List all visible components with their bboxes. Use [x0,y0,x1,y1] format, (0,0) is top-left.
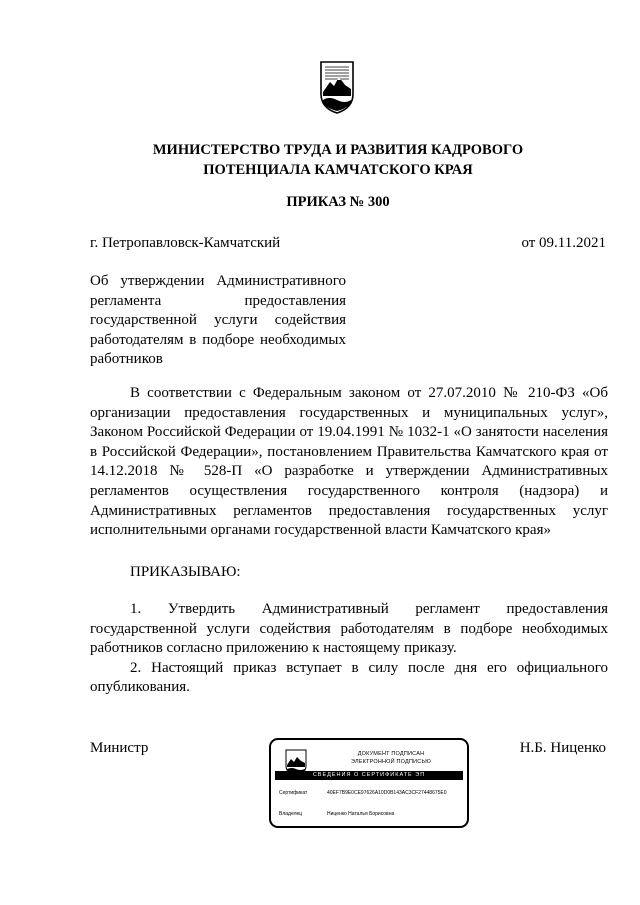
stamp-heading [321,750,461,766]
stamp-cert-label: Сертификат [279,790,308,796]
signer-name: Н.Б. Ниценко [519,740,606,756]
stamp-line-1: ДОКУМЕНТ ПОДПИСАН [357,751,425,757]
kamchatka-emblem-icon [319,58,355,114]
order-word: ПРИКАЗЫВАЮ: [130,564,241,580]
order-title: ПРИКАЗ № 300 [286,194,390,210]
preamble [90,384,608,541]
stamp-owner-value: Ниценко Наталья Борисовна [327,811,395,817]
signer-position: Министр [90,740,149,756]
ministry-line-2: ПОТЕНЦИАЛА КАМЧАТСКОГО КРАЯ [203,162,473,178]
ministry-name [100,140,576,180]
order-items [90,600,608,698]
order-item-2: 2. Настоящий приказ вступает в силу после дня его официального опубликования. [90,659,608,696]
stamp-cert-bar: СВЕДЕНИЯ О СЕРТИФИКАТЕ ЭП [275,771,463,780]
ministry-line-1: МИНИСТЕРСТВО ТРУДА И РАЗВИТИЯ КАДРОВОГО [152,142,524,158]
stamp-cert-value: 40EF7B9E0CE97626A10D0B143AC3CF27448675E0 [327,790,447,796]
order-subject: Об утверждении Административного регламента предоставления государственной услуги содействия работодателям в подборе необходимых работников [90,273,346,367]
stamp-owner-label: Владелец [279,811,303,817]
stamp-line-2: ЭЛЕКТРОННОЙ ПОДПИСЬЮ [350,759,432,765]
preamble-text: В соответствии с Федеральным законом от 27.07.2010 № 210-ФЗ «Об организации предоставления государственных и муниципальных услуг», Законом Российской Федерации от 19.04.1991 № 1032-1 «О занятости населения в Российской Федерации», постановлением Правительства Камчатского края от 14.12.2018 № 528-П «О разработке и утверждении Административных регламентов осуществления государственного контроля (надзора) и Административных регламентов предоставления государственных услуг исполнительными органами государственной власти Камчатского края» [90,385,608,539]
order-item-1: 1. Утвердить Административный регламент предоставления государственной услуги содействия работодателям в подборе необходимых работников согласно приложению к настоящему приказу. [90,601,608,657]
city: г. Петропавловск-Камчатский [90,235,281,251]
electronic-signature-stamp [269,738,469,828]
order-date: от 09.11.2021 [521,235,606,251]
